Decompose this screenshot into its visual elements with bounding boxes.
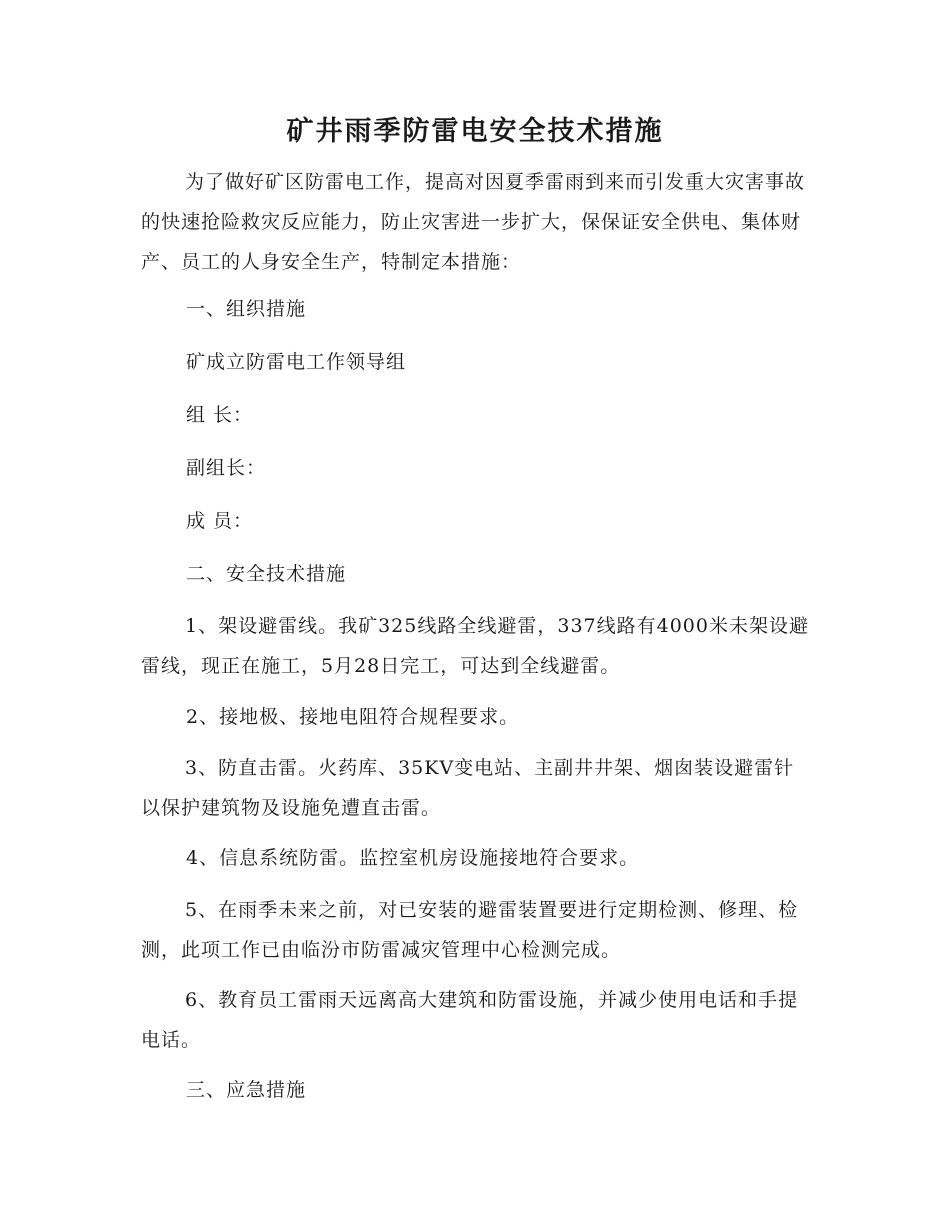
list-item-info-system: 4、信息系统防雷。监控室机房设施接地符合要求。 [186,847,640,869]
list-item-direct-strike: 3、防直击雷。火药库、35KV变电站、主副井井架、烟囱装设避雷针以保护建筑物及设施免遭直击雷。 [141,757,795,819]
members-label: 成 员： [186,510,254,532]
intro-paragraph: 为了做好矿区防雷电工作，提高对因夏季雷雨到来而引发重大灾害事故的快速抢险救灾反应能力，防止灾害进一步扩大，保保证安全供电、集体财产、员工的人身安全生产，特制定本措施： [141,171,806,273]
list-item-lightning-wire: 1、架设避雷线。我矿325线路全线避雷，337线路有4000米未架设避雷线，现正在施工，5月28日完工，可达到全线避雷。 [141,615,809,677]
section-heading-organization: 一、组织措施 [186,298,307,320]
list-item-grounding: 2、接地极、接地电阻符合规程要求。 [186,706,520,728]
document-title: 矿井雨季防雷电安全技术措施 [286,116,664,147]
section-heading-emergency: 三、应急措施 [186,1079,307,1101]
section-heading-technical: 二、安全技术措施 [186,563,347,585]
leader-group-text: 矿成立防雷电工作领导组 [186,351,407,373]
list-item-education: 6、教育员工雷雨天远离高大建筑和防雷设施，并减少使用电话和手提电话。 [141,989,799,1051]
deputy-leader-label: 副组长： [186,457,267,479]
group-leader-label: 组 长： [186,404,254,426]
list-item-inspection: 5、在雨季未来之前，对已安装的避雷装置要进行定期检测、修理、检测，此项工作已由临汾市防雷减灾管理中心检测完成。 [141,899,799,961]
